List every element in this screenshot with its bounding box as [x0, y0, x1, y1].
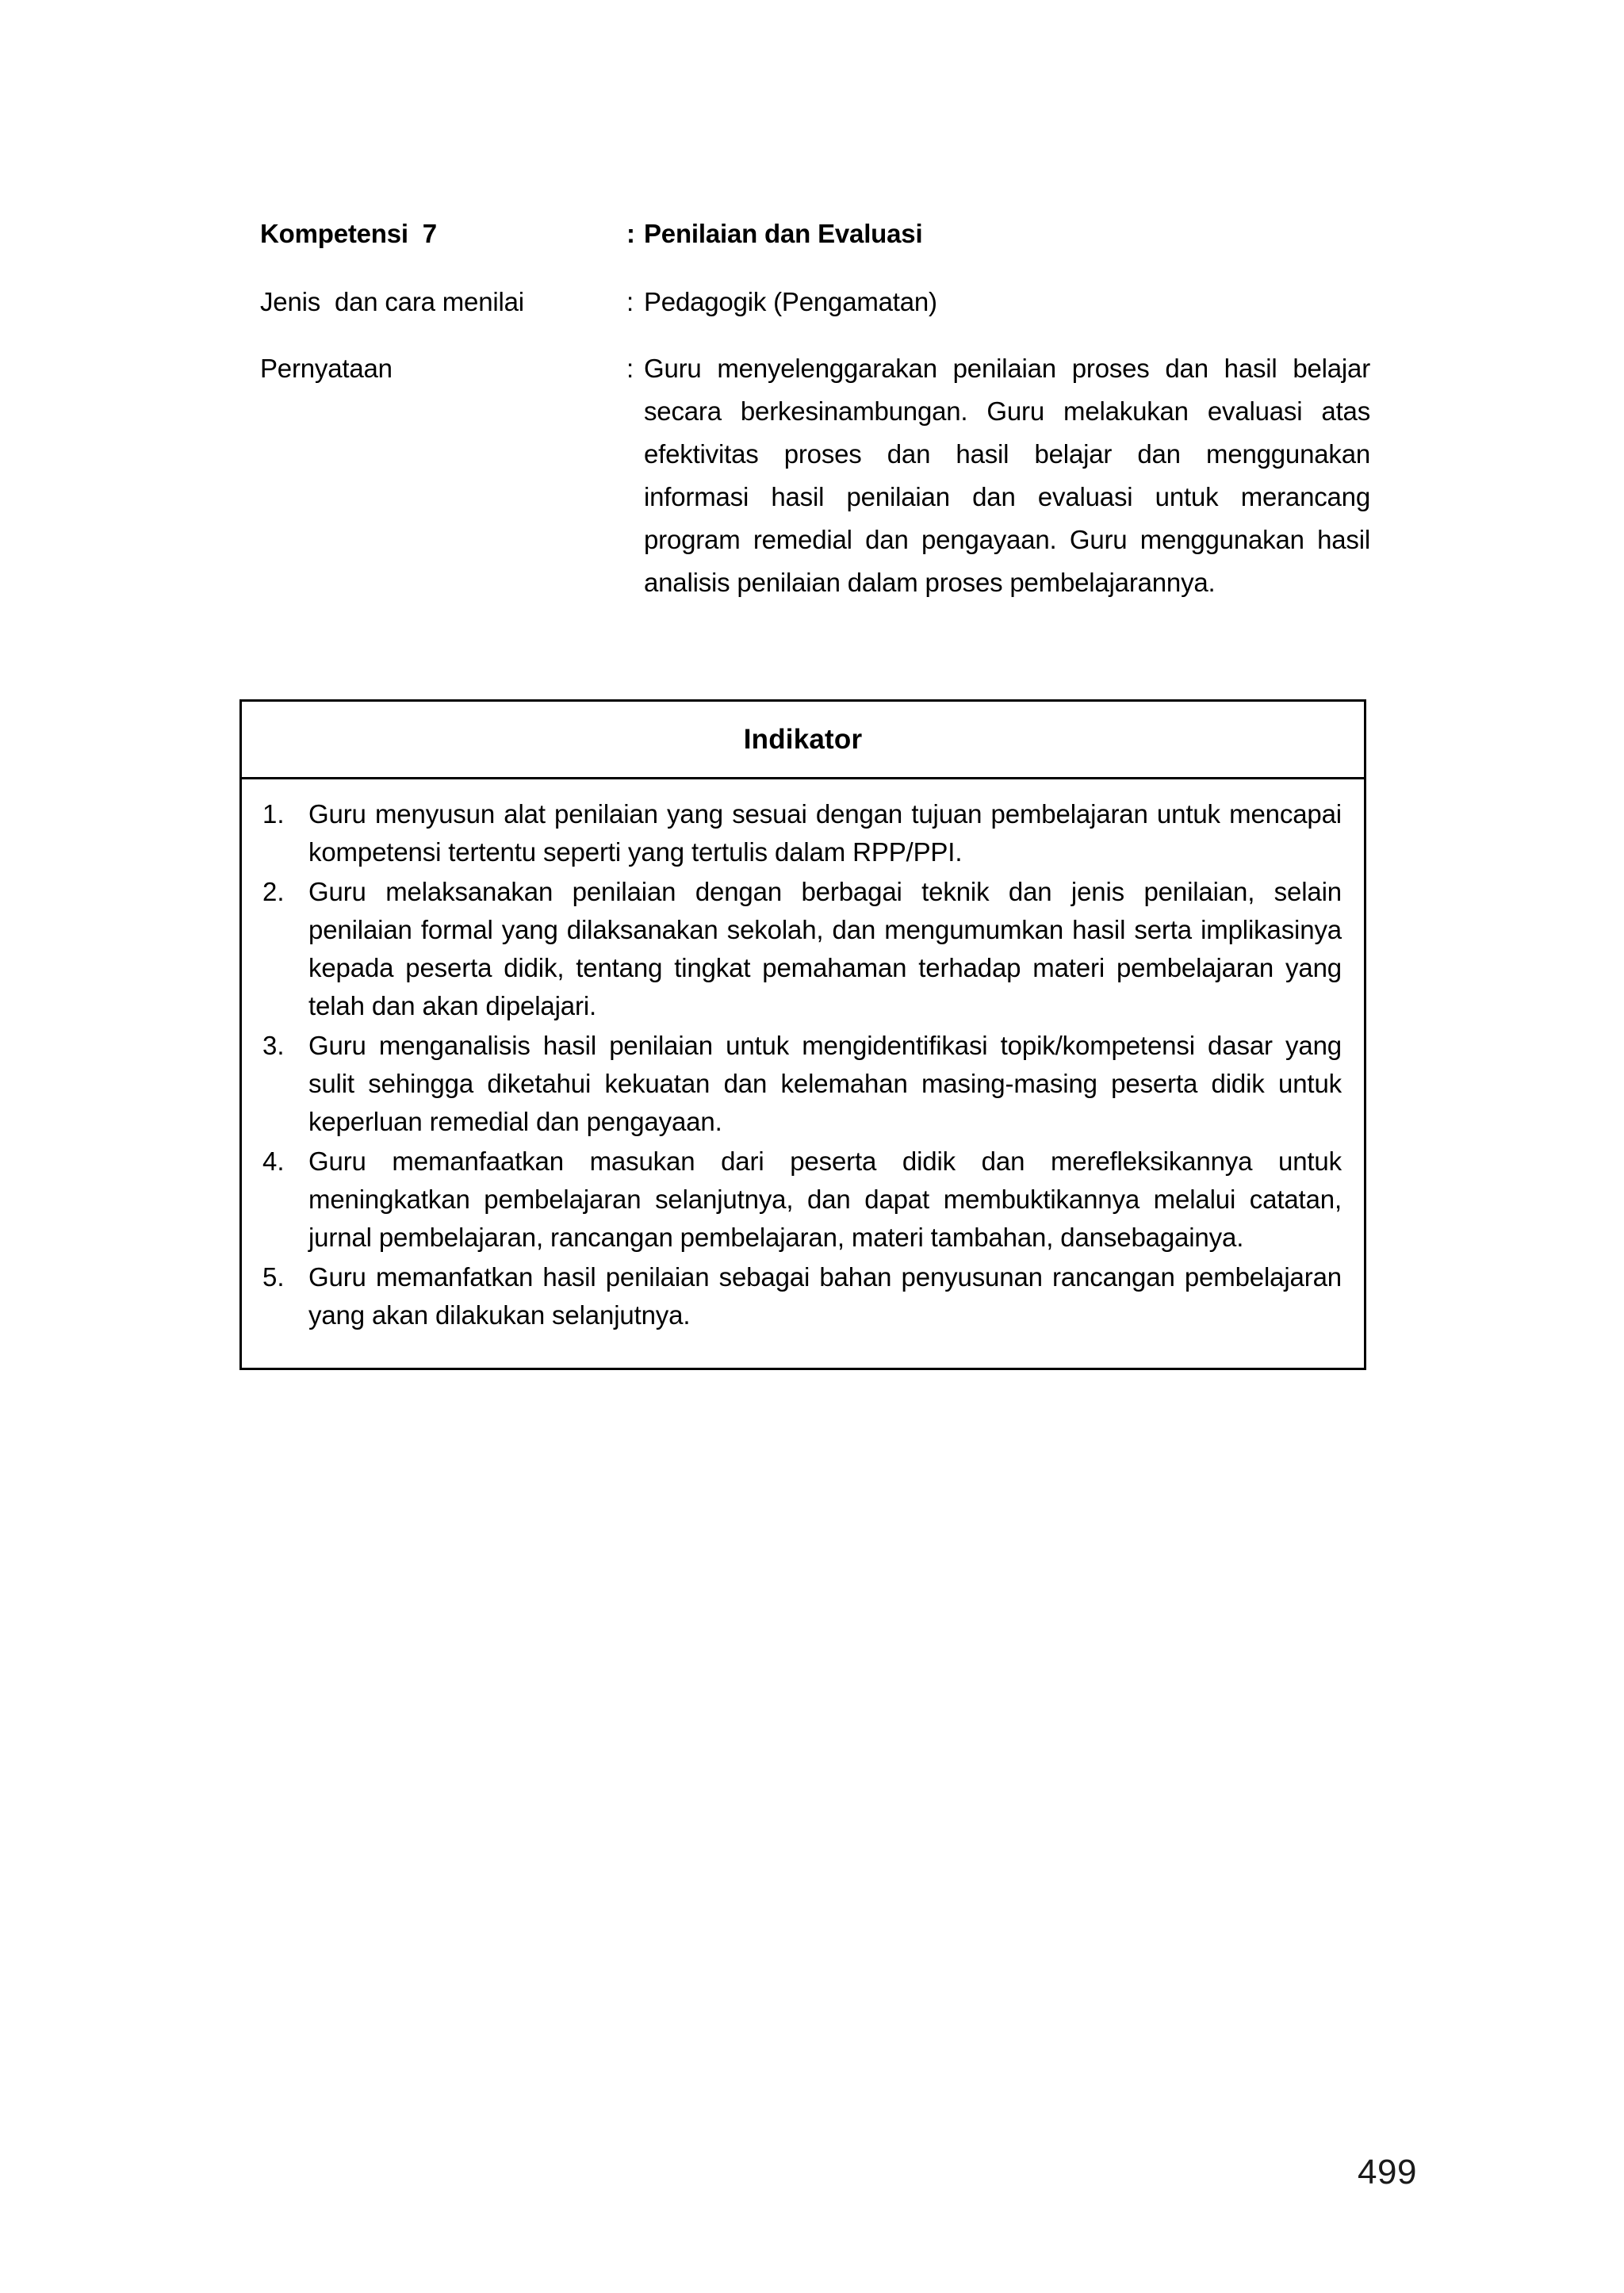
competency-heading-colon: : — [626, 219, 635, 248]
indicator-item-text: Guru menyusun alat penilaian yang sesuai dengan tujuan pembelajaran untuk mencapai kompetensi tertentu seperti yang tertulis dalam RPP/PPI. — [308, 799, 1342, 867]
competency-heading-label: Kompetensi 7 — [260, 219, 437, 248]
indicator-list-item — [259, 1143, 1342, 1257]
indicator-list-item — [259, 1027, 1342, 1141]
competency-meta-block — [260, 212, 1370, 633]
statement-row — [260, 347, 1370, 604]
indicator-list-item — [259, 1258, 1342, 1334]
competency-heading-value: Penilaian dan Evaluasi — [644, 219, 923, 248]
indicator-table-header-label: Indikator — [743, 723, 863, 755]
assessment-type-row — [260, 281, 1370, 323]
indicator-item-number: 2. — [262, 877, 285, 906]
statement-value: Guru menyelenggarakan penilaian proses dan hasil belajar secara berkesinambungan. Guru melakukan evaluasi atas efektivitas proses dan hasil belajar dan menggunakan informasi hasil penilaian dan evaluasi untuk merancang program remedial dan pengayaan. Guru menggunakan hasil analisis penilaian dalam proses pembelajarannya. — [644, 354, 1370, 597]
indicator-table — [239, 699, 1366, 1370]
indicator-item-text: Guru menganalisis hasil penilaian untuk mengidentifikasi topik/kompetensi dasar yang sulit sehingga diketahui kekuatan dan kelemahan masing-masing peserta didik untuk keperluan remedial dan pengayaan. — [308, 1031, 1342, 1136]
assessment-type-label: Jenis dan cara menilai — [260, 287, 524, 316]
indicator-list-item — [259, 795, 1342, 871]
competency-heading-row — [260, 212, 1370, 255]
indicator-list-item — [259, 873, 1342, 1025]
indicator-table-header — [242, 702, 1364, 779]
indicator-item-number: 4. — [262, 1146, 285, 1176]
indicator-item-number: 3. — [262, 1031, 285, 1060]
indicator-item-number: 5. — [262, 1262, 285, 1292]
indicator-table-body — [242, 779, 1364, 1368]
statement-label: Pernyataan — [260, 354, 393, 383]
assessment-type-value: Pedagogik (Pengamatan) — [644, 287, 937, 316]
statement-colon: : — [626, 354, 634, 383]
indicator-item-text: Guru melaksanakan penilaian dengan berbagai teknik dan jenis penilaian, selain penilaian formal yang dilaksanakan sekolah, dan mengumumkan hasil serta implikasinya kepada peserta didik, tentang tingkat pemahaman terhadap materi pembelajaran yang telah dan akan dipelajari. — [308, 877, 1342, 1020]
assessment-type-colon: : — [626, 287, 634, 316]
indicator-item-number: 1. — [262, 799, 285, 829]
indicator-item-text: Guru memanfatkan hasil penilaian sebagai bahan penyusunan rancangan pembelajaran yang akan dilakukan selanjutnya. — [308, 1262, 1342, 1330]
page-number: 499 — [1358, 2153, 1417, 2192]
indicator-item-text: Guru memanfaatkan masukan dari peserta didik dan merefleksikannya untuk meningkatkan pembelajaran selanjutnya, dan dapat membuktikannya melalui catatan, jurnal pembelajaran, rancangan pembelajaran, materi tambahan, dansebagainya. — [308, 1146, 1342, 1252]
